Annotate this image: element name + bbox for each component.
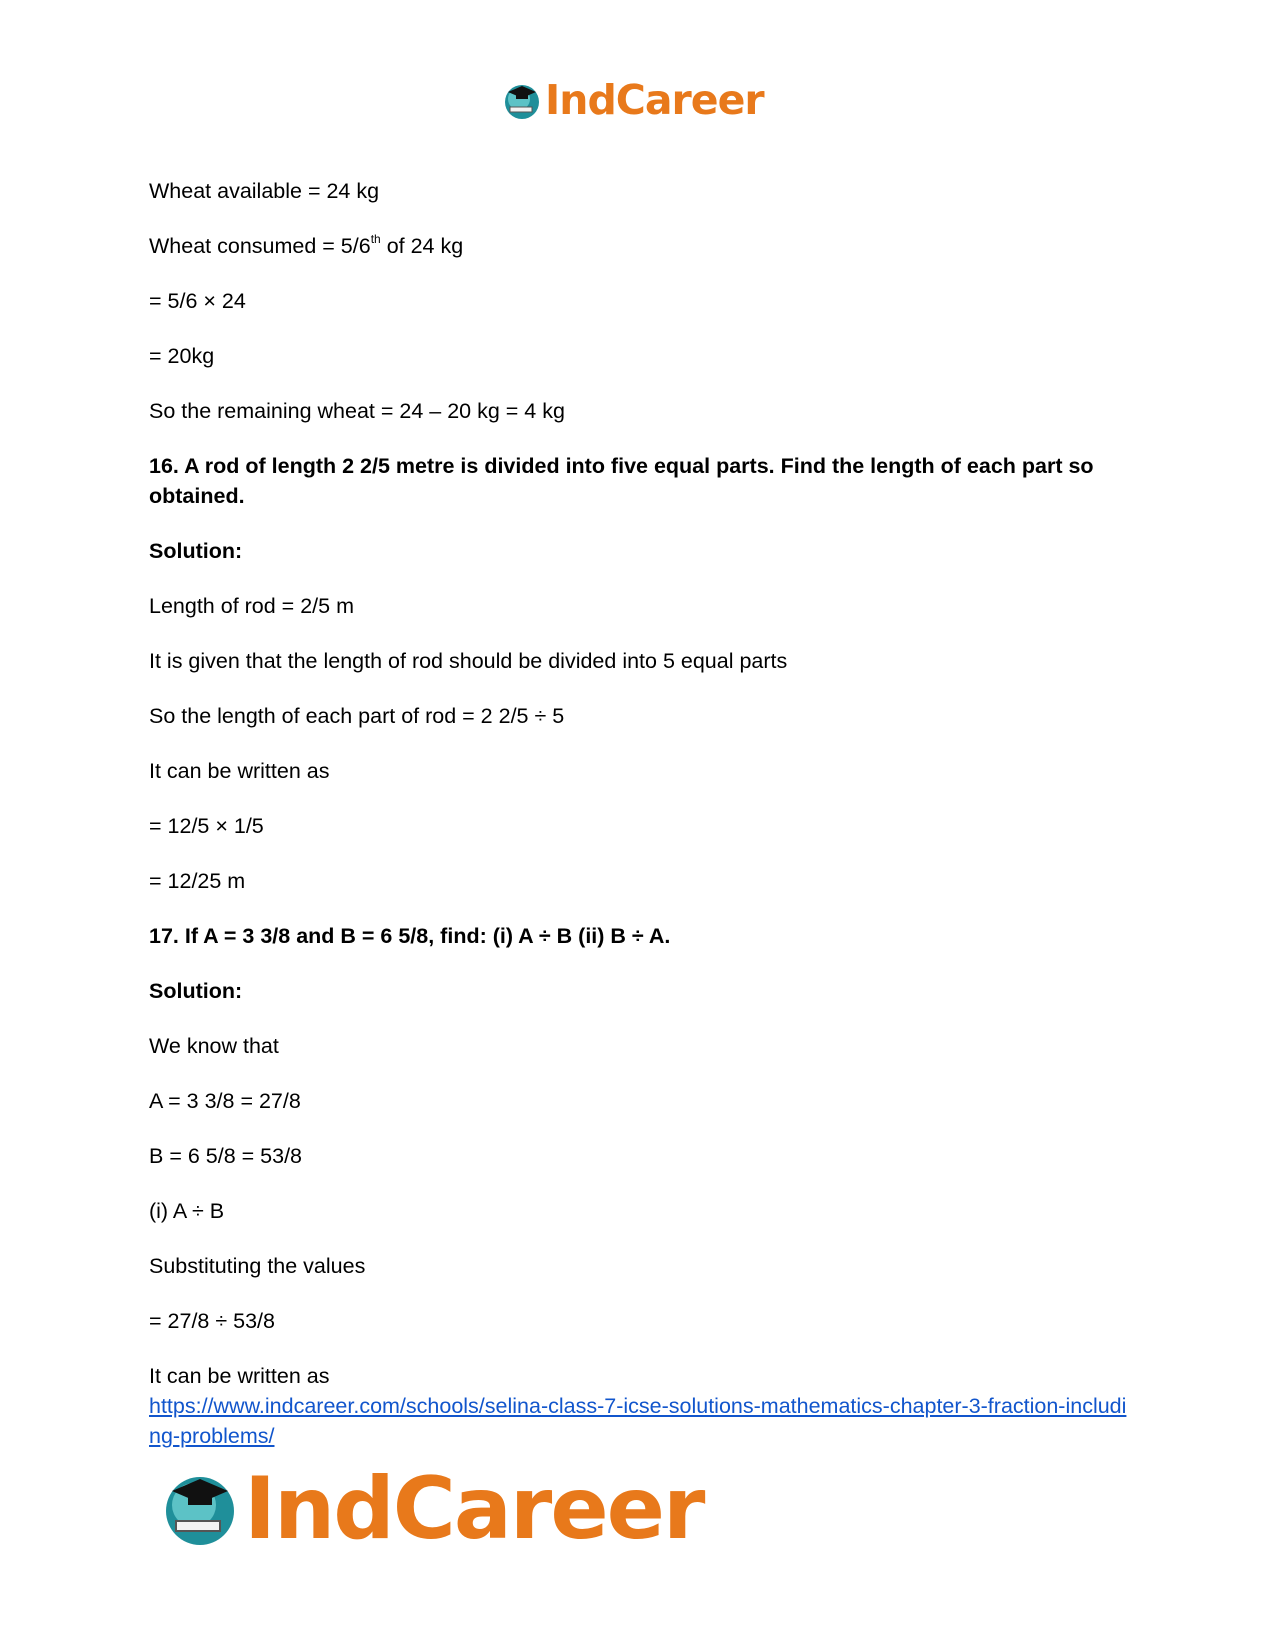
line-part-i: (i) A ÷ B: [149, 1199, 225, 1223]
line-a-value: A = 3 3/8 = 27/8: [149, 1089, 301, 1113]
line-given: It is given that the length of rod should be divided into 5 equal parts: [149, 649, 788, 673]
line-each-part: So the length of each part of rod = 2 2/5 ÷ 5: [149, 704, 565, 728]
line-substituting: Substituting the values: [149, 1254, 366, 1278]
line-remaining-wheat: So the remaining wheat = 24 – 20 kg = 4 kg: [149, 399, 565, 423]
line-rod-length: Length of rod = 2/5 m: [149, 594, 354, 618]
line-calc-4: = 12/25 m: [149, 869, 246, 893]
question-16: 16. A rod of length 2 2/5 metre is divided into five equal parts. Find the length of each part so obtained.: [149, 454, 1100, 508]
line-written-as-1: It can be written as: [149, 759, 330, 783]
header-logo-text: IndCareer: [545, 76, 764, 124]
line-calc-5: = 27/8 ÷ 53/8: [149, 1309, 275, 1333]
solution-heading-17: Solution:: [149, 979, 243, 1003]
line-calc-1: = 5/6 × 24: [149, 289, 246, 313]
line-wheat-available: Wheat available = 24 kg: [149, 179, 380, 203]
line-calc-3: = 12/5 × 1/5: [149, 814, 264, 838]
line-calc-2: = 20kg: [149, 344, 215, 368]
graduation-globe-icon: [160, 1469, 240, 1549]
line-written-as-2: It can be written as: [149, 1364, 330, 1388]
solution-heading-16: Solution:: [149, 539, 243, 563]
question-17: 17. If A = 3 3/8 and B = 6 5/8, find: (i) A ÷ B (ii) B ÷ A.: [149, 924, 671, 948]
header-logo: [502, 76, 764, 124]
line-b-value: B = 6 5/8 = 53/8: [149, 1144, 303, 1168]
footer-logo-text: IndCareer: [244, 1459, 704, 1559]
document-body: [149, 176, 1139, 1451]
footer-source-link[interactable]: https://www.indcareer.com/schools/selina-class-7-icse-solutions-mathematics-chapter-3-fraction-including-problems/: [149, 1394, 1127, 1448]
footer-logo: [160, 1459, 704, 1559]
line-wheat-consumed: Wheat consumed = 5/6th of 24 kg: [149, 231, 464, 258]
graduation-globe-icon: [502, 81, 542, 121]
line-we-know: We know that: [149, 1034, 279, 1058]
